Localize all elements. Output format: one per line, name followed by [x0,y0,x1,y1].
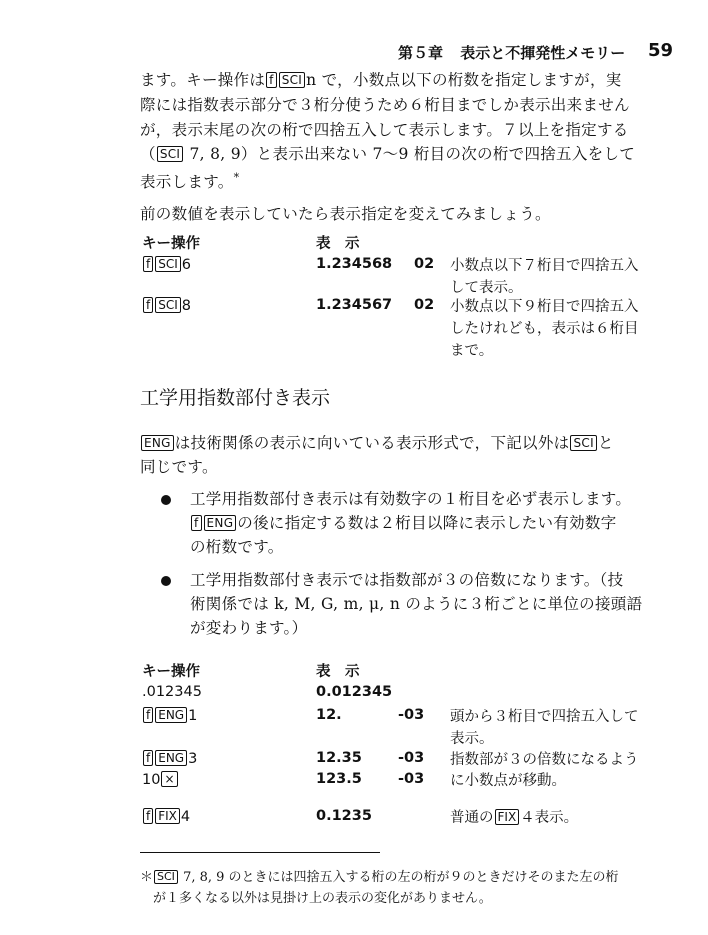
eng-key: ENG [204,515,237,531]
bullet-1-line-1: 工学用指数部付き表示は有効数字の１桁目を必ず表示します。 [190,490,632,508]
f-key: f [266,72,277,88]
fix-key: FIX [155,808,180,824]
bullet-dot-2 [161,576,171,586]
multiply-key: × [161,771,177,787]
table2-row-4-note: に小数点が移動。 [450,773,566,789]
table1-row-2-note-2: したけれども，表示は６桁目 [450,321,639,337]
f-key: f [143,808,153,824]
footnote-line-1: ＊ SCI 7, 8, 9 のときには四捨五入する桁の左の桁が９のときだけそのまた左の桁 [140,870,619,885]
f-key: f [143,297,153,313]
footnote-marker: * [233,171,240,184]
table1-row-1-note-1: 小数点以下７桁目で四捨五入 [450,258,639,274]
running-header [398,42,625,63]
intro-line-4: （ SCI 7, 8, 9）と表示出来ない 7～9 桁目の次の桁で四捨五入をして [140,145,636,163]
bullet-1-line-2: f ENG の後に指定する数は２桁目以降に表示したい有効数字 [190,511,617,536]
chapter-label: 第５章 [398,44,444,62]
table1-row-2-mantissa: 1.234567 [316,297,393,313]
bullet-2-line-2: 術関係では k, M, G, m, μ, n のように３桁ごとに単位の接頭語 [190,595,643,613]
intro-line-1: ます。キー操作は f SCI n で，小数点以下の桁数を指定しますが，実 [140,71,622,89]
table2-col-display: 表 示 [316,664,360,680]
table1-row-2-key: f SCI 8 [142,297,191,314]
table1-row-1-note-2: して表示。 [450,280,523,296]
table2-row-2-note-1: 頭から３桁目で四捨五入して [450,709,639,725]
page-number: 59 [648,40,674,61]
intro-line-3: が，表示末尾の次の桁で四捨五入して表示します。７以上を指定する [140,121,629,139]
f-key: f [143,707,153,723]
sci-key: SCI [157,146,183,162]
sci-key: SCI [155,297,181,313]
table2-row-3-exponent: -03 [398,750,425,766]
table2-row-5-value: 0.1235 [316,808,372,824]
eng-key: ENG [155,707,187,723]
sci-key: SCI [154,870,178,884]
bullet-2-line-1: 工学用指数部付き表示では指数部が３の倍数になります。（技 [190,571,624,589]
bullet-2-line-3: が変わります。） [190,619,308,637]
intro-line-5: 表示します。* [140,171,240,192]
bullet-1-line-3: の桁数です。 [190,538,284,556]
table1-row-2-exponent: 02 [414,297,435,313]
table2-row-2-exponent: -03 [398,707,425,723]
f-key: f [143,750,153,766]
table2-row-3-value: 12.35 [316,750,362,766]
f-key: f [143,256,153,272]
intro-line-2: 際には指数表示部分で３桁分使うため６桁目までしか表示出来ません [140,96,630,114]
table2-row-1-value: 0.012345 [316,684,393,700]
table1-col-display: 表 示 [316,236,360,252]
table2-row-4-key: 10 × [142,771,179,788]
sci-key: SCI [570,435,596,451]
eng-intro-line-2: 同じです。 [140,458,218,476]
eng-intro-line-1: ENG は技術関係の表示に向いている表示形式で，下記以外は SCI と [140,431,614,456]
table2-row-1-key: .012345 [142,684,202,700]
chapter-title: 表示と不揮発性メモリー [460,44,626,62]
table2-row-2-key: f ENG 1 [142,707,197,724]
table1-col-key: キー操作 [142,236,200,252]
f-key: f [191,515,202,531]
eng-key: ENG [155,750,187,766]
table1-row-1-exponent: 02 [414,256,435,272]
table1-row-1-key: f SCI 6 [142,256,191,273]
sci-key: SCI [279,72,305,88]
fix-key: FIX [495,809,520,825]
table2-row-3-key: f ENG 3 [142,750,197,767]
table1-row-2-note-1: 小数点以下９桁目で四捨五入 [450,299,639,315]
table2-col-key: キー操作 [142,664,200,680]
table2-row-4-value: 123.5 [316,771,362,787]
bullet-dot-1 [161,495,171,505]
table2-row-3-note: 指数部が３の倍数になるよう [450,752,639,768]
table2-row-2-value: 12. [316,707,342,723]
eng-key: ENG [141,435,174,451]
footnote-line-2: が１多くなる以外は見掛け上の表示の変化がありません。 [153,891,492,906]
table2-row-5-note: 普通の FIX ４表示。 [450,810,579,826]
footnote-rule [140,852,380,853]
section-title: 工学用指数部付き表示 [140,387,331,409]
table1-row-2-note-3: まで。 [450,343,494,359]
sci-key: SCI [155,256,181,272]
table2-row-4-exponent: -03 [398,771,425,787]
table2-row-5-key: f FIX 4 [142,808,190,825]
table2-row-2-note-2: 表示。 [450,731,494,747]
table1-row-1-mantissa: 1.234568 [316,256,393,272]
instruction-paragraph: 前の数値を表示していたら表示指定を変えてみましょう。 [140,205,551,223]
